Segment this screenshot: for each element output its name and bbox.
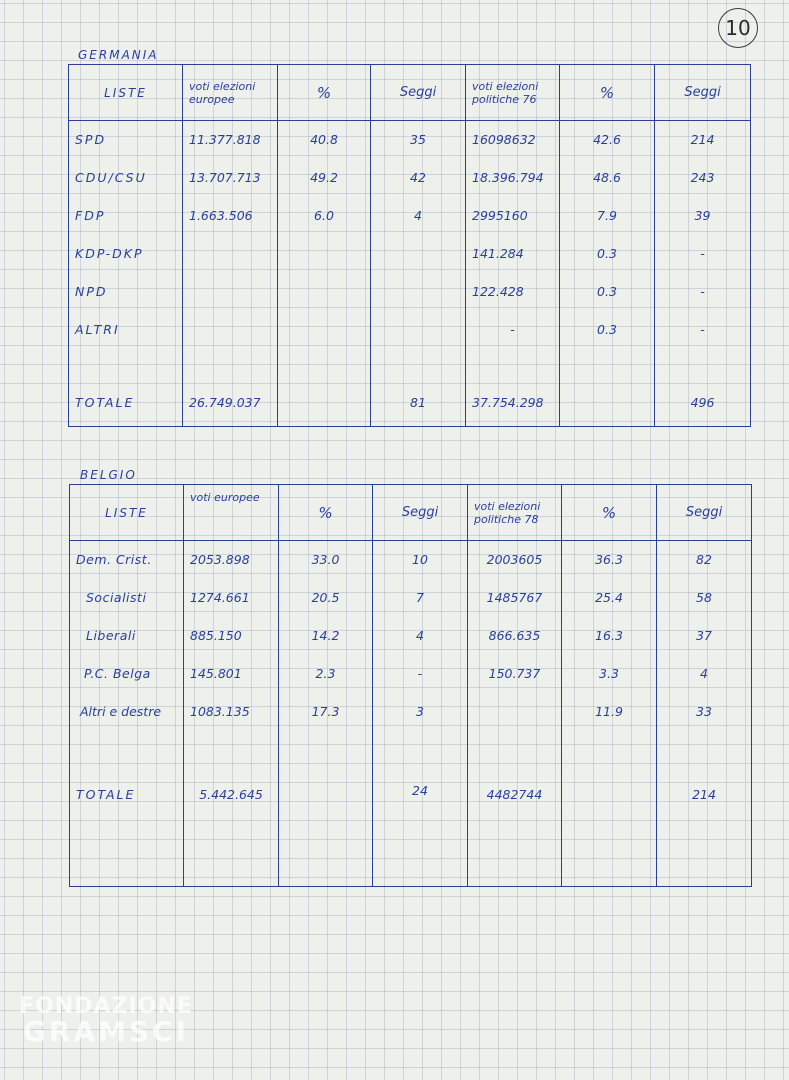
percent-national: 25.4 bbox=[562, 579, 657, 617]
table-row bbox=[69, 311, 751, 349]
belgio-table bbox=[69, 484, 752, 887]
list-name: Altri e destre bbox=[70, 693, 184, 731]
table-row bbox=[70, 541, 752, 579]
votes-national: 16098632 bbox=[466, 121, 560, 159]
table-row bbox=[69, 159, 751, 197]
header-percent-politiche: % bbox=[560, 65, 655, 121]
votes-national: 150.737 bbox=[468, 655, 562, 693]
list-name: Dem. Crist. bbox=[70, 541, 184, 579]
seats-national: - bbox=[655, 235, 751, 273]
votes-european: 885.150 bbox=[184, 617, 279, 655]
table-row bbox=[70, 655, 752, 693]
list-name: Liberali bbox=[70, 617, 184, 655]
total-row bbox=[70, 731, 752, 887]
page-number: 10 bbox=[718, 8, 758, 48]
seats-european: 7 bbox=[373, 579, 468, 617]
percent-national: 48.6 bbox=[560, 159, 655, 197]
list-name: P.C. Belga bbox=[70, 655, 184, 693]
seats-national: 58 bbox=[657, 579, 752, 617]
total-seats-national: 214 bbox=[657, 731, 752, 887]
total-votes-european: 5.442.645 bbox=[184, 731, 279, 887]
percent-european: 2.3 bbox=[279, 655, 373, 693]
table-row bbox=[70, 693, 752, 731]
seats-european bbox=[371, 311, 466, 349]
seats-european: 3 bbox=[373, 693, 468, 731]
total-percent-national bbox=[562, 731, 657, 887]
table-row bbox=[69, 197, 751, 235]
seats-european: 35 bbox=[371, 121, 466, 159]
votes-national: 866.635 bbox=[468, 617, 562, 655]
list-name: NPD bbox=[69, 273, 183, 311]
seats-national: 214 bbox=[655, 121, 751, 159]
header-percent: % bbox=[279, 485, 373, 541]
seats-european: 42 bbox=[371, 159, 466, 197]
total-votes-national: 37.754.298 bbox=[466, 349, 560, 427]
percent-european: 17.3 bbox=[279, 693, 373, 731]
list-name: Socialisti bbox=[70, 579, 184, 617]
seats-national: 33 bbox=[657, 693, 752, 731]
votes-national: 1485767 bbox=[468, 579, 562, 617]
belgio-title: BELGIO bbox=[80, 468, 137, 482]
percent-national: 11.9 bbox=[562, 693, 657, 731]
total-percent-national bbox=[560, 349, 655, 427]
seats-national: 4 bbox=[657, 655, 752, 693]
seats-european: - bbox=[373, 655, 468, 693]
seats-european bbox=[371, 273, 466, 311]
watermark-line1: FONDAZIONE bbox=[19, 994, 193, 1019]
germania-title: GERMANIA bbox=[78, 48, 159, 62]
percent-european: 33.0 bbox=[279, 541, 373, 579]
seats-european: 4 bbox=[371, 197, 466, 235]
percent-european: 20.5 bbox=[279, 579, 373, 617]
percent-european: 14.2 bbox=[279, 617, 373, 655]
total-seats-national: 496 bbox=[655, 349, 751, 427]
votes-national: - bbox=[466, 311, 560, 349]
percent-european bbox=[278, 311, 371, 349]
germania-table bbox=[68, 64, 751, 427]
table-row bbox=[70, 617, 752, 655]
votes-european: 2053.898 bbox=[184, 541, 279, 579]
votes-national: 2995160 bbox=[466, 197, 560, 235]
total-votes-national: 4482744 bbox=[468, 731, 562, 887]
votes-national: 122.428 bbox=[466, 273, 560, 311]
total-seats-european: 24 bbox=[373, 731, 468, 887]
total-label: TOTALE bbox=[69, 349, 183, 427]
percent-national: 0.3 bbox=[560, 235, 655, 273]
table-row bbox=[69, 235, 751, 273]
votes-european bbox=[183, 311, 278, 349]
seats-european: 4 bbox=[373, 617, 468, 655]
header-voti-politiche: voti elezioni politiche 78 bbox=[468, 485, 562, 541]
seats-european: 10 bbox=[373, 541, 468, 579]
votes-european bbox=[183, 235, 278, 273]
votes-european: 1274.661 bbox=[184, 579, 279, 617]
seats-national: 243 bbox=[655, 159, 751, 197]
percent-national: 16.3 bbox=[562, 617, 657, 655]
votes-european: 1083.135 bbox=[184, 693, 279, 731]
votes-european: 1.663.506 bbox=[183, 197, 278, 235]
seats-national: 82 bbox=[657, 541, 752, 579]
percent-european: 40.8 bbox=[278, 121, 371, 159]
votes-national: 18.396.794 bbox=[466, 159, 560, 197]
list-name: CDU/CSU bbox=[69, 159, 183, 197]
header-voti-politiche: voti elezioni politiche 76 bbox=[466, 65, 560, 121]
total-percent-european bbox=[279, 731, 373, 887]
total-row bbox=[69, 349, 751, 427]
list-name: FDP bbox=[69, 197, 183, 235]
header-voti-europee: voti europee bbox=[184, 485, 279, 541]
watermark-logo bbox=[6, 996, 206, 1046]
watermark-line2: GRAMSCI bbox=[22, 1015, 190, 1048]
total-seats-european: 81 bbox=[371, 349, 466, 427]
votes-european bbox=[183, 273, 278, 311]
votes-european: 11.377.818 bbox=[183, 121, 278, 159]
percent-national: 7.9 bbox=[560, 197, 655, 235]
seats-european bbox=[371, 235, 466, 273]
percent-european bbox=[278, 235, 371, 273]
votes-national: 2003605 bbox=[468, 541, 562, 579]
header-percent-politiche: % bbox=[562, 485, 657, 541]
percent-national: 36.3 bbox=[562, 541, 657, 579]
percent-european bbox=[278, 273, 371, 311]
total-votes-european: 26.749.037 bbox=[183, 349, 278, 427]
seats-national: 37 bbox=[657, 617, 752, 655]
header-percent: % bbox=[278, 65, 371, 121]
percent-national: 3.3 bbox=[562, 655, 657, 693]
seats-national: - bbox=[655, 273, 751, 311]
header-seggi: Seggi bbox=[373, 485, 468, 541]
votes-national: 141.284 bbox=[466, 235, 560, 273]
seats-national: 39 bbox=[655, 197, 751, 235]
header-liste: LISTE bbox=[69, 65, 183, 121]
table-row bbox=[70, 579, 752, 617]
total-percent-european bbox=[278, 349, 371, 427]
header-seggi-politiche: Seggi bbox=[655, 65, 751, 121]
percent-national: 0.3 bbox=[560, 311, 655, 349]
percent-national: 0.3 bbox=[560, 273, 655, 311]
list-name: ALTRI bbox=[69, 311, 183, 349]
header-seggi: Seggi bbox=[371, 65, 466, 121]
list-name: SPD bbox=[69, 121, 183, 159]
list-name: KDP-DKP bbox=[69, 235, 183, 273]
percent-european: 6.0 bbox=[278, 197, 371, 235]
header-liste: LISTE bbox=[70, 485, 184, 541]
total-label: TOTALE bbox=[70, 731, 184, 887]
header-voti-europee: voti elezioni europee bbox=[183, 65, 278, 121]
header-seggi-politiche: Seggi bbox=[657, 485, 752, 541]
percent-national: 42.6 bbox=[560, 121, 655, 159]
table-row bbox=[69, 121, 751, 159]
votes-european: 13.707.713 bbox=[183, 159, 278, 197]
votes-national bbox=[468, 693, 562, 731]
seats-national: - bbox=[655, 311, 751, 349]
table-row bbox=[69, 273, 751, 311]
votes-european: 145.801 bbox=[184, 655, 279, 693]
percent-european: 49.2 bbox=[278, 159, 371, 197]
